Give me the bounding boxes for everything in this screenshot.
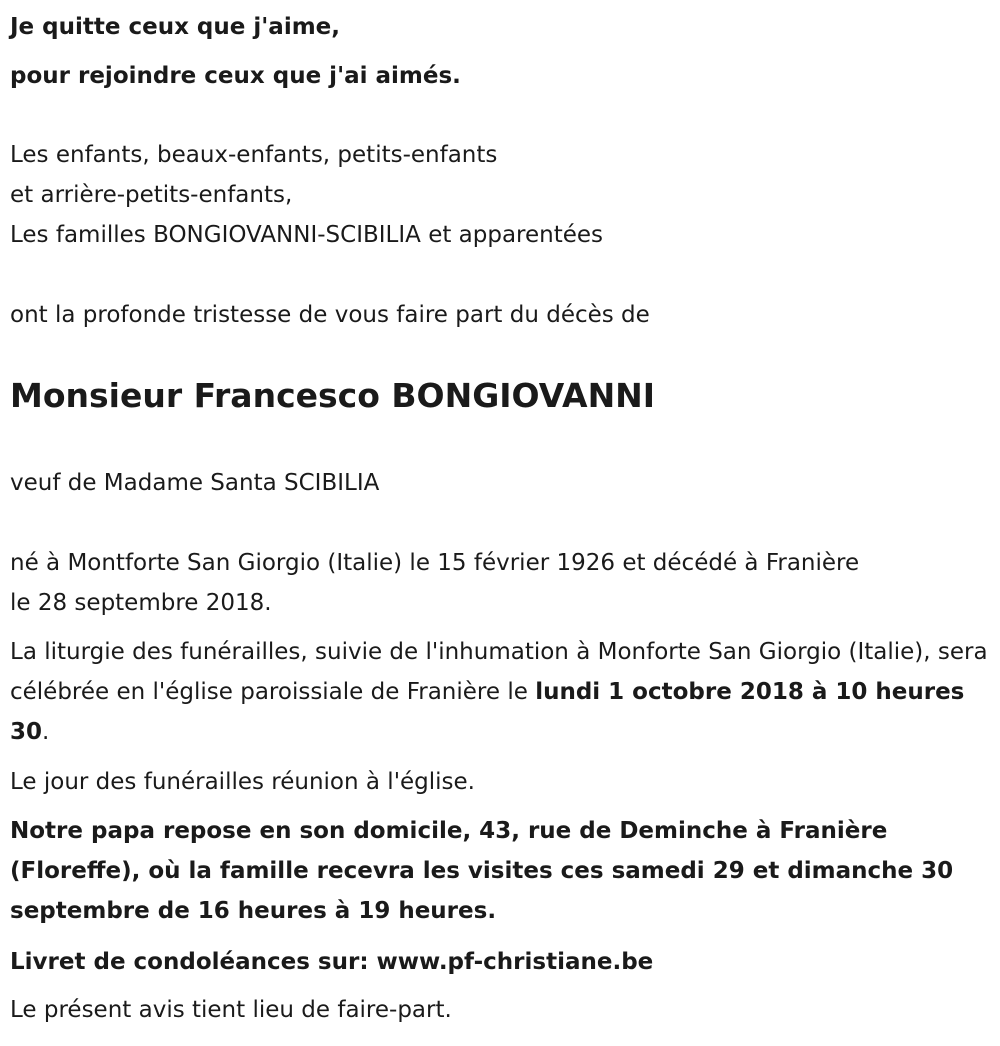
birth-death-line-2: le 28 septembre 2018. xyxy=(10,590,272,616)
liturgy-text: La liturgie des funérailles, suivie de l'inhumation à Monforte San Giorgio (Italie), sera célébrée en l'église paroissiale de Franière le xyxy=(10,639,988,705)
family-line-2: et arrière-petits-enfants, xyxy=(10,182,293,208)
deceased-name: Monsieur Francesco BONGIOVANNI xyxy=(10,376,656,415)
liturgy-end: . xyxy=(42,719,50,745)
quote-line-1: Je quitte ceux que j'aime, xyxy=(10,14,341,40)
announcement: ont la profonde tristesse de vous faire part du décès de xyxy=(10,302,650,328)
meeting-line: Le jour des funérailles réunion à l'église. xyxy=(10,769,475,795)
family-line-3: Les familles BONGIOVANNI-SCIBILIA et apparentées xyxy=(10,222,604,248)
notice-line: Le présent avis tient lieu de faire-part. xyxy=(10,997,452,1023)
liturgy-paragraph xyxy=(10,632,995,752)
quote-line-2: pour rejoindre ceux que j'ai aimés. xyxy=(10,63,461,89)
funeral-date-time: lundi 1 octobre 2018 à 10 heures 30 xyxy=(10,679,965,745)
condolences-line: Livret de condoléances sur: www.pf-christiane.be xyxy=(10,949,654,975)
spouse-line: veuf de Madame Santa SCIBILIA xyxy=(10,470,380,496)
visitation-paragraph: Notre papa repose en son domicile, 43, rue de Deminche à Franière (Floreffe), où la famille recevra les visites ces samedi 29 et dimanche 30 septembre de 16 heures à 19 heures. xyxy=(10,818,954,924)
birth-death-line-1: né à Montforte San Giorgio (Italie) le 15 février 1926 et décédé à Franière xyxy=(10,550,860,576)
family-line-1: Les enfants, beaux-enfants, petits-enfants xyxy=(10,142,498,168)
